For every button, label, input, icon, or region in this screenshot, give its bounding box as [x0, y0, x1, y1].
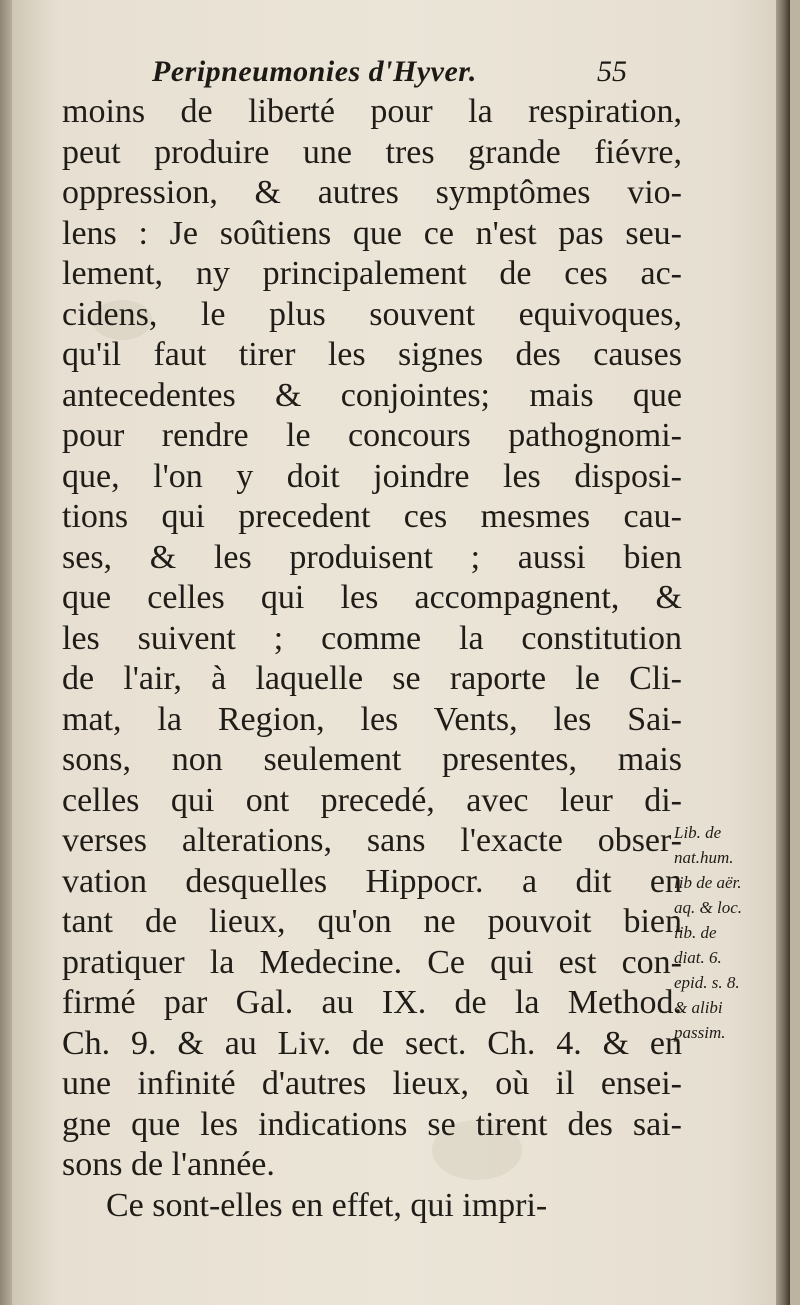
page-edge-shadow	[776, 0, 790, 1305]
page-gutter-shadow	[0, 0, 12, 1305]
book-page	[12, 0, 790, 1305]
marginal-note: epid. s. 8.	[674, 973, 740, 992]
text-line: que celles qui les accompagnent, &	[62, 579, 682, 616]
text-line: gne que les indications se tirent des sai-	[62, 1105, 682, 1143]
marginal-note: aq. & loc.	[674, 898, 742, 917]
text-line: Ch. 9. & au Liv. de sect. Ch. 4. & en	[62, 1024, 682, 1062]
marginal-note: Lib. de	[674, 823, 722, 842]
text-line: sons de l'année.	[62, 1146, 275, 1183]
text-line: tant de lieux, qu'on ne pouvoit bien	[62, 903, 682, 940]
text-line: verses alterations, sans l'exacte obser-	[62, 822, 682, 859]
running-title: Peripneumonies d'Hyver.	[152, 55, 477, 88]
text-line: de l'air, à laquelle se raporte le Cli-	[62, 660, 682, 697]
text-line: pratiquer la Medecine. Ce qui est con-	[62, 943, 682, 981]
text-line: ses, & les produisent ; aussi bien	[62, 538, 682, 576]
page-number: 55	[597, 55, 627, 88]
text-line: lement, ny principalement de ces ac-	[62, 255, 682, 292]
marginal-note: nat.hum.	[674, 848, 734, 867]
text-line: firmé par Gal. au IX. de la Method.	[62, 984, 682, 1021]
text-line: pour rendre le concours pathognomi-	[62, 417, 682, 454]
text-line: peut produire une tres grande fiévre,	[62, 133, 682, 171]
marginal-note: diat. 6.	[674, 948, 722, 967]
marginal-note: passim.	[674, 1023, 726, 1042]
text-line: antecedentes & conjointes; mais que	[62, 376, 682, 414]
text-line: lens : Je soûtiens que ce n'est pas seu-	[62, 214, 682, 252]
text-line: tions qui precedent ces mesmes cau-	[62, 498, 682, 535]
marginal-note: & alibi	[674, 998, 723, 1017]
text-line: moins de liberté pour la respiration,	[62, 93, 682, 130]
marginal-notes	[674, 820, 786, 1045]
text-line: une infinité d'autres lieux, où il ensei-	[62, 1065, 682, 1102]
text-line: vation desquelles Hippocr. a dit en	[62, 862, 682, 900]
body-text	[62, 92, 682, 1226]
text-line: oppression, & autres symptômes vio-	[62, 174, 682, 211]
marginal-note: lib de aër.	[674, 873, 742, 892]
text-line: les suivent ; comme la constitution	[62, 619, 682, 657]
text-line: mat, la Region, les Vents, les Sai-	[62, 700, 682, 738]
text-line: sons, non seulement presentes, mais	[62, 741, 682, 778]
text-line: qu'il faut tirer les signes des causes	[62, 336, 682, 373]
text-line: cidens, le plus souvent equivoques,	[62, 295, 682, 333]
text-line: Ce sont-elles en effet, qui impri-	[106, 1186, 548, 1224]
text-line: que, l'on y doit joindre les disposi-	[62, 457, 682, 495]
marginal-note: lib. de	[674, 923, 717, 942]
text-line: celles qui ont precedé, avec leur di-	[62, 781, 682, 819]
